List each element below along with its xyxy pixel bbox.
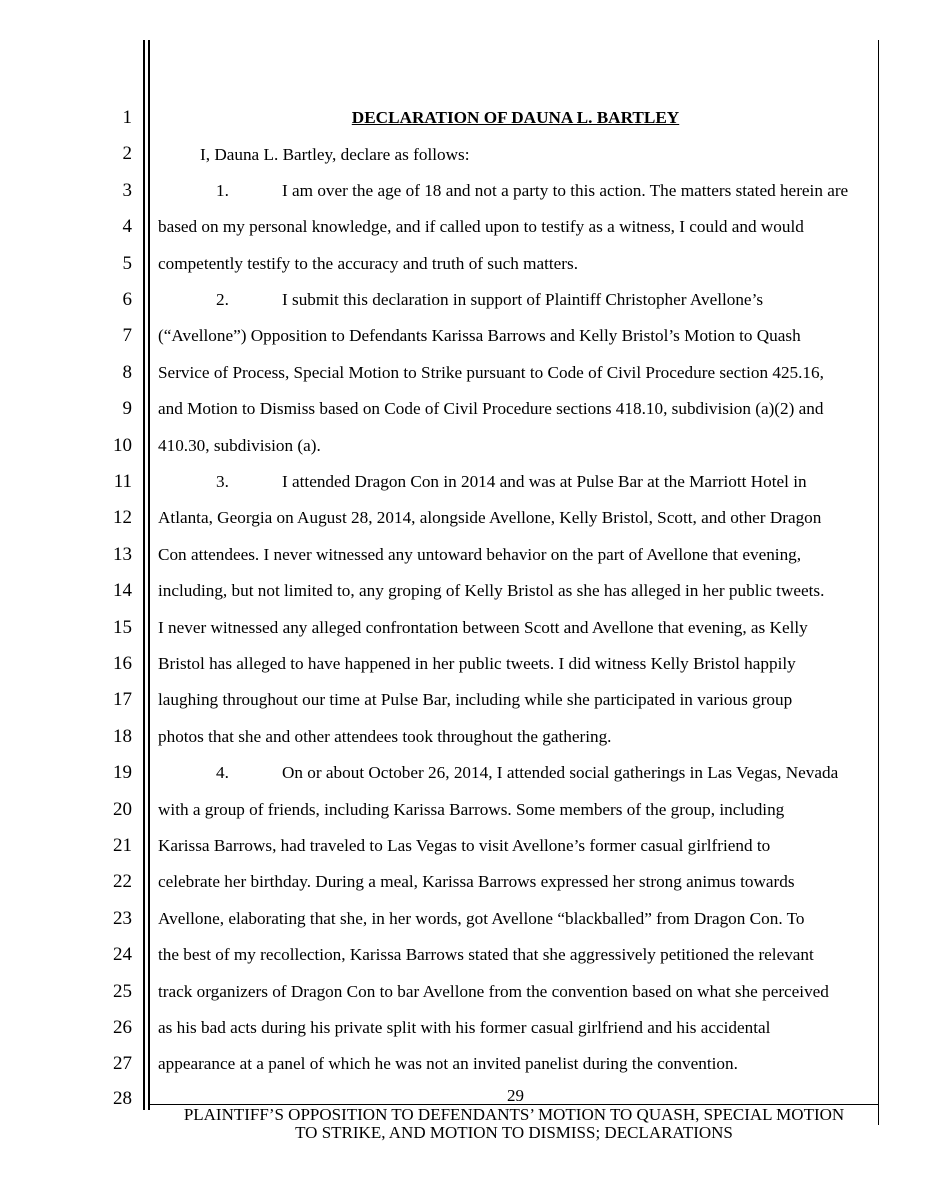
line-number: 19: [113, 762, 132, 784]
body-line: 410.30, subdivision (a).: [158, 435, 321, 455]
line-number: 25: [113, 980, 132, 1002]
document-title: DECLARATION OF DAUNA L. BARTLEY: [351, 108, 680, 127]
line-number: 17: [113, 689, 132, 711]
paragraph-number: 1.: [216, 180, 229, 200]
margin-rule-left-outer: [143, 40, 145, 1110]
body-line: and Motion to Dismiss based on Code of Civil Procedure sections 418.10, subdivision (a)(2) and: [158, 399, 824, 419]
line-number: 1: [122, 107, 132, 128]
body-line: Karissa Barrows, had traveled to Las Vegas to visit Avellone’s former casual girlfriend to: [158, 836, 771, 855]
body-line: laughing throughout our time at Pulse Bar, including while she participated in various group: [158, 690, 793, 710]
line-number: 5: [122, 252, 132, 274]
body-line: with a group of friends, including Karissa Barrows. Some members of the group, including: [158, 799, 785, 819]
paragraph-text: On or about October 26, 2014, I attended social gatherings in Las Vegas, Nevada: [282, 763, 839, 783]
line-number: 20: [113, 798, 132, 820]
paragraph-start-line: [200, 289, 915, 311]
line-number: 24: [113, 944, 132, 966]
line-number: 4: [122, 216, 132, 238]
line-number: 14: [113, 580, 132, 602]
margin-rule-right: [878, 40, 879, 1125]
paragraph-text: I submit this declaration in support of Plaintiff Christopher Avellone’s: [282, 290, 764, 309]
body-line: Con attendees. I never witnessed any untoward behavior on the part of Avellone that evening,: [158, 544, 802, 564]
line-number: 8: [122, 361, 132, 383]
line-number: 26: [113, 1017, 132, 1038]
paragraph-text: I am over the age of 18 and not a party to this action. The matters stated herein are: [282, 180, 849, 200]
paragraph-number: 3.: [216, 472, 229, 491]
line-number: 11: [113, 471, 132, 492]
paragraph-number: 4.: [216, 763, 229, 783]
intro-line: I, Dauna L. Bartley, declare as follows:: [200, 145, 470, 164]
line-number: 15: [113, 616, 132, 638]
line-number: 3: [122, 179, 132, 201]
line-number: 23: [113, 907, 132, 929]
body-line: photos that she and other attendees took throughout the gathering.: [158, 726, 612, 746]
line-number: 6: [122, 289, 132, 310]
line-number: 10: [113, 434, 132, 456]
page-number: 29: [507, 1086, 524, 1105]
body-line: (“Avellone”) Opposition to Defendants Karissa Barrows and Kelly Bristol’s Motion to Quash: [158, 326, 801, 346]
body-line: competently testify to the accuracy and truth of such matters.: [158, 253, 578, 273]
paragraph-start-line: [200, 471, 915, 493]
body-line: appearance at a panel of which he was not an invited panelist during the convention.: [158, 1054, 738, 1074]
body-line: Avellone, elaborating that she, in her words, got Avellone “blackballed” from Dragon Con. To: [158, 908, 805, 928]
body-line: track organizers of Dragon Con to bar Avellone from the convention based on what she perceived: [158, 981, 829, 1001]
line-number: 13: [113, 543, 132, 565]
line-number: 22: [113, 871, 132, 893]
body-line: celebrate her birthday. During a meal, Karissa Barrows expressed her strong animus towards: [158, 872, 795, 892]
line-number: 27: [113, 1053, 132, 1075]
margin-rule-left-inner: [148, 40, 150, 1110]
body-line: I never witnessed any alleged confrontation between Scott and Avellone that evening, as Kelly: [158, 617, 808, 637]
body-line: Service of Process, Special Motion to Strike pursuant to Code of Civil Procedure section 425.16,: [158, 362, 824, 382]
body-line: as his bad acts during his private split with his former casual girlfriend and his accidental: [158, 1018, 771, 1037]
paragraph-text: I attended Dragon Con in 2014 and was at Pulse Bar at the Marriott Hotel in: [282, 472, 807, 491]
paragraph-number: 2.: [216, 290, 229, 309]
body-line: the best of my recollection, Karissa Barrows stated that she aggressively petitioned the relevant: [158, 945, 814, 965]
line-number: 16: [113, 653, 132, 674]
line-number: 21: [113, 835, 132, 856]
body-line: Atlanta, Georgia on August 28, 2014, alongside Avellone, Kelly Bristol, Scott, and other Dragon: [158, 508, 822, 528]
footer-line-2: TO STRIKE, AND MOTION TO DISMISS; DECLARATIONS: [295, 1123, 733, 1142]
footer-line-1: PLAINTIFF’S OPPOSITION TO DEFENDANTS’ MOTION TO QUASH, SPECIAL MOTION: [183, 1105, 845, 1124]
body-line: based on my personal knowledge, and if called upon to testify as a witness, I could and would: [158, 217, 804, 237]
line-number: 7: [122, 325, 132, 347]
line-number: 9: [122, 398, 132, 420]
paragraph-start-line: [200, 180, 915, 202]
line-number: 28: [113, 1088, 132, 1109]
line-number: 18: [113, 725, 132, 747]
paragraph-start-line: [200, 762, 915, 784]
line-number: 12: [113, 507, 132, 529]
line-number: 2: [122, 143, 132, 165]
body-line: Bristol has alleged to have happened in her public tweets. I did witness Kelly Bristol happily: [158, 654, 796, 673]
body-line: including, but not limited to, any groping of Kelly Bristol as she has alleged in her public tweets.: [158, 581, 825, 601]
footer: [150, 1106, 878, 1142]
